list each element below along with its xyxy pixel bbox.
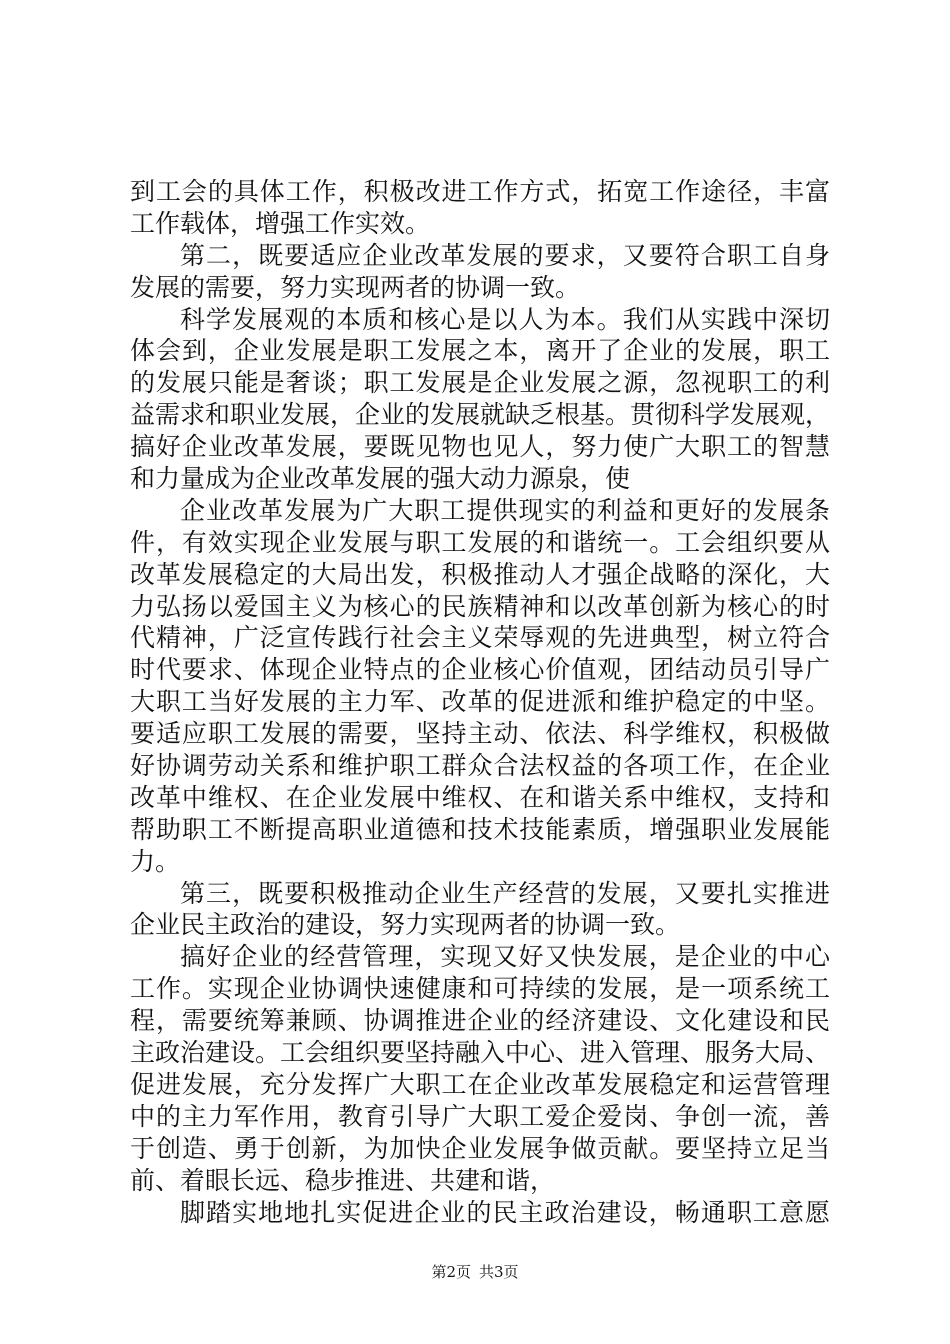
text-line: 科学发展观的本质和核心是以人为本。我们从实践中深切 <box>180 304 830 334</box>
text-line: 于创造、勇于创新，为加快企业发展争做贡献。要坚持立足当 <box>130 1133 830 1163</box>
text-line: 改革发展稳定的大局出发，积极推动人才强企战略的深化，大 <box>130 559 830 589</box>
text-line: 工作。实现企业协调快速健康和可持续的发展，是一项系统工 <box>130 974 830 1004</box>
text-line: 主政治建设。工会组织要坚持融入中心、进入管理、服务大局、 <box>130 1038 831 1068</box>
text-line: 搞好企业改革发展，要既见物也见人，努力使广大职工的智慧 <box>130 432 830 462</box>
text-line: 促进发展，充分发挥广大职工在企业改革发展稳定和运营管理 <box>130 1069 830 1099</box>
text-line: 力弘扬以爱国主义为核心的民族精神和以改革创新为核心的时 <box>130 591 830 621</box>
text-line: 前、着眼长远、稳步推进、共建和谐， <box>130 1165 556 1195</box>
text-line: 益需求和职业发展，企业的发展就缺乏根基。贯彻科学发展观， <box>130 400 831 430</box>
page-footer <box>0 1262 950 1282</box>
text-line: 要适应职工发展的需要，坚持主动、依法、科学维权，积极做 <box>130 719 830 749</box>
text-line: 代精神，广泛宣传践行社会主义荣辱观的先进典型，树立符合 <box>130 623 830 653</box>
page-total: 共3页 <box>479 1263 519 1281</box>
text-line: 搞好企业的经营管理，实现又好又快发展，是企业的中心 <box>180 942 830 972</box>
text-line: 工作载体，增强工作实效。 <box>130 208 431 238</box>
text-line: 体会到，企业发展是职工发展之本，离开了企业的发展，职工 <box>130 336 830 366</box>
text-line: 和力量成为企业改革发展的强大动力源泉，使 <box>130 464 631 494</box>
document-body <box>130 176 830 1228</box>
text-line: 到工会的具体工作，积极改进工作方式，拓宽工作途径，丰富 <box>130 177 830 206</box>
text-line: 改革中维权、在企业发展中维权、在和谐关系中维权，支持和 <box>130 782 830 812</box>
text-line: 发展的需要，努力实现两者的协调一致。 <box>130 272 581 302</box>
text-line: 脚踏实地地扎实促进企业的民主政治建设，畅通职工意愿 <box>180 1197 830 1227</box>
text-line: 中的主力军作用，教育引导广大职工爱企爱岗、争创一流，善 <box>130 1101 830 1131</box>
text-line: 力。 <box>130 846 181 876</box>
text-line: 时代要求、体现企业特点的企业核心价值观，团结动员引导广 <box>130 655 830 685</box>
text-line: 企业改革发展为广大职工提供现实的利益和更好的发展条 <box>180 495 830 525</box>
text-line: 件，有效实现企业发展与职工发展的和谐统一。工会组织要从 <box>130 527 830 557</box>
text-line: 大职工当好发展的主力军、改革的促进派和维护稳定的中坚。 <box>130 687 830 717</box>
text-line: 程，需要统筹兼顾、协调推进企业的经济建设、文化建设和民 <box>130 1006 830 1036</box>
text-line: 第三，既要积极推动企业生产经营的发展，又要扎实推进 <box>180 878 830 908</box>
text-line: 企业民主政治的建设，努力实现两者的协调一致。 <box>130 910 681 940</box>
page-number: 第2页 <box>431 1263 471 1281</box>
text-line: 第二，既要适应企业改革发展的要求，又要符合职工自身 <box>180 240 830 270</box>
text-line: 的发展只能是奢谈；职工发展是企业发展之源，忽视职工的利 <box>130 368 830 398</box>
text-line: 好协调劳动关系和维护职工群众合法权益的各项工作，在企业 <box>130 751 830 781</box>
text-line: 帮助职工不断提高职业道德和技术技能素质，增强职业发展能 <box>130 814 830 844</box>
